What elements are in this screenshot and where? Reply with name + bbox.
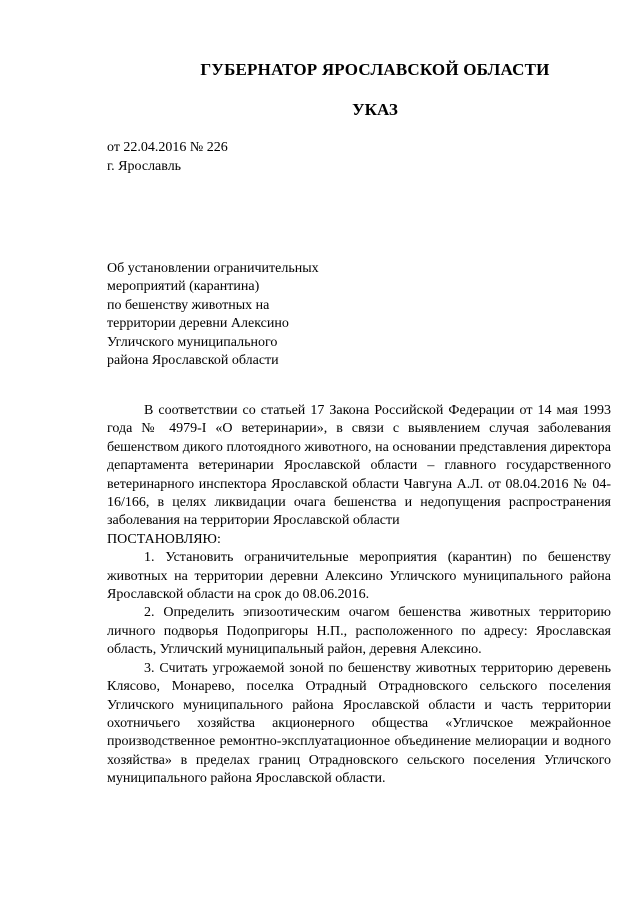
decree-word: ПОСТАНОВЛЯЮ: <box>107 531 221 547</box>
document-meta <box>107 138 228 176</box>
title-line: района Ярославской области <box>107 353 279 369</box>
item-1-paragraph: 1. Установить ограничительные мероприятия (карантин) по бешенству животных на территории деревни Алексино Угличского муниципального района Ярославской области на срок до 08.06.2016. <box>107 550 611 603</box>
city: г. Ярославль <box>107 159 182 174</box>
item-3-paragraph: 3. Считать угрожаемой зоной по бешенству животных территорию деревень Клясово, Монарево, поселка Отрадный Отрадновского сельского поселения Угличского муниципального района Ярославской области и часть территории охотничьего хозяйства акционерного общества «Угличское межрайонное производственное ремонтно-эксплуатационное объединение мелиорации и водного хозяйства» в пределах границ Отрадновского сельского поселения Угличского муниципального района Ярославской области. <box>107 660 611 787</box>
document-body <box>107 402 611 789</box>
item-2-paragraph: 2. Определить эпизоотическим очагом бешенства животных территорию личного подворья Подопригоры Н.П., расположенного по адресу: Ярославская область, Угличский муниципальный район, деревня Алексино. <box>107 605 611 658</box>
date-number: от 22.04.2016 № 226 <box>107 140 228 155</box>
governor-heading: ГУБЕРНАТОР ЯРОСЛАВСКОЙ ОБЛАСТИ <box>200 60 550 79</box>
title-line: Угличского муниципального <box>107 334 278 350</box>
title-line: мероприятий (карантина) <box>107 279 260 295</box>
title-line: по бешенству животных на <box>107 297 270 313</box>
preamble-paragraph: В соответствии со статьей 17 Закона Российской Федерации от 14 мая 1993 года № 4979-I «О ветеринарии», в связи с выявлением случая заболевания бешенством дикого плотоядного животного, на основании представления директора департамента ветеринарии Ярославской области – главного государственного ветеринарного инспектора Ярославской области Чавгуна А.Л. от 08.04.2016 № 04-16/166, в целях ликвидации очага бешенства и недопущения распространения заболевания на территории Ярославской области <box>107 403 611 529</box>
document-title <box>107 260 407 370</box>
decree-heading: УКАЗ <box>352 100 398 119</box>
title-line: территории деревни Алексино <box>107 316 289 332</box>
title-line: Об установлении ограничительных <box>107 261 319 276</box>
